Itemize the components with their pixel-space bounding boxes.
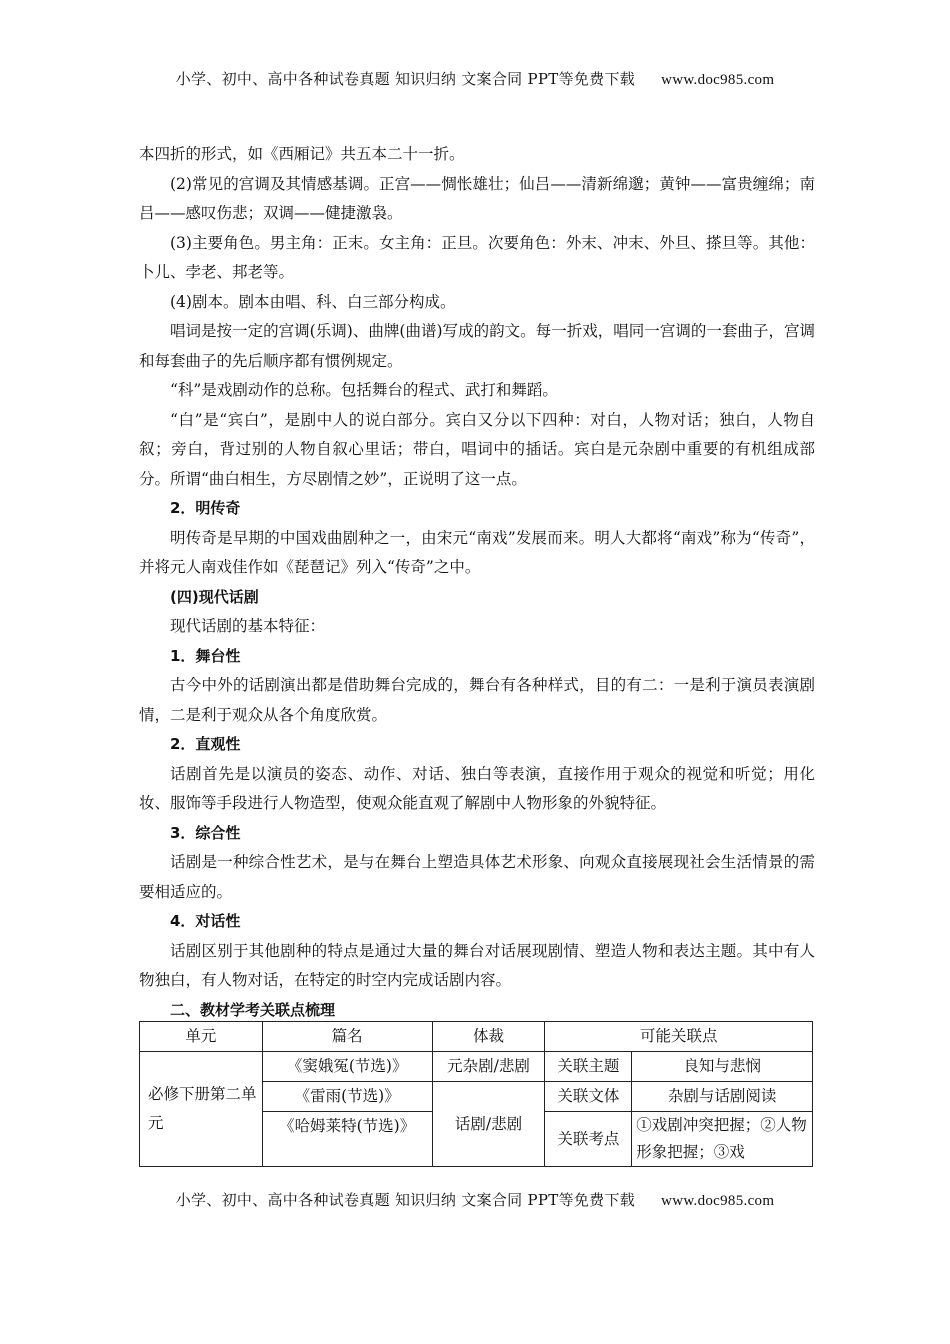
footer-text: 小学、初中、高中各种试卷真题 知识归纳 文案合同 PPT等免费下载 — [175, 1191, 636, 1209]
paragraph: 话剧是一种综合性艺术，是与在舞台上塑造具体艺术形象、向观众直接展现社会生活情景的需要相适应的。 — [139, 853, 815, 901]
table-header-cell: 可能关联点 — [545, 1022, 813, 1052]
textbook-relation-table — [139, 1021, 813, 1167]
section-heading: 二、教材学考关联点梳理 — [170, 1000, 336, 1019]
table-row — [140, 1052, 813, 1082]
section-heading: 1．舞台性 — [170, 646, 241, 665]
paragraph: 明传奇是早期的中国戏曲剧种之一，由宋元“南戏”发展而来。明人大都将“南戏”称为“传奇”，并将元人南戏佳作如《琵琶记》列入“传奇”之中。 — [139, 528, 815, 576]
header-site-link[interactable]: www.doc985.com — [661, 72, 775, 88]
paragraph: 唱词是按一定的宫调(乐调)、曲牌(曲谱)写成的韵文。每一折戏，唱同一宫调的一套曲子，宫调和每套曲子的先后顺序都有惯例规定。 — [139, 322, 815, 370]
paragraph: 话剧区别于其他剧种的特点是通过大量的舞台对话展现剧情、塑造人物和表达主题。其中有人物独白，有人物对话，在特定的时空内完成话剧内容。 — [139, 941, 815, 989]
relation-value-cell: 良知与悲悯 — [632, 1052, 813, 1082]
relation-value-cell: ①戏剧冲突把握；②人物形象把握；③戏 — [632, 1112, 813, 1167]
unit-cell: 必修下册第二单元 — [140, 1052, 263, 1167]
footer-site-link[interactable]: www.doc985.com — [661, 1193, 775, 1209]
title-cell: 《窦娥冤(节选)》 — [262, 1052, 432, 1082]
page-footer — [0, 1189, 950, 1210]
document-body — [139, 140, 815, 1025]
table-header-cell: 体裁 — [432, 1022, 545, 1052]
title-cell: 《哈姆莱特(节选)》 — [262, 1112, 432, 1167]
page-header — [0, 68, 950, 89]
paragraph: 本四折的形式，如《西厢记》共五本二十一折。 — [139, 145, 465, 163]
section-heading: 2．明传奇 — [170, 499, 241, 517]
paragraph: 古今中外的话剧演出都是借助舞台完成的，舞台有各种样式，目的有二：一是利于演员表演剧情，二是利于观众从各个角度欣赏。 — [139, 676, 815, 724]
genre-cell: 话剧/悲剧 — [432, 1082, 545, 1167]
table-header-cell: 单元 — [140, 1022, 263, 1052]
relation-label-cell: 关联考点 — [545, 1112, 632, 1167]
section-heading: 4．对话性 — [170, 912, 241, 930]
title-cell: 《雷雨(节选)》 — [262, 1082, 432, 1112]
table-header-cell: 篇名 — [262, 1022, 432, 1052]
paragraph: “白”是“宾白”，是剧中人的说白部分。宾白又分以下四种：对白，人物对话；独白，人物自叙；旁白，背过别的人物自叙心里话；带白，唱词中的插话。宾白是元杂剧中重要的有机组成部分。所谓“曲白相生，方尽剧情之妙”，正说明了这一点。 — [139, 410, 815, 488]
relation-label-cell: 关联文体 — [545, 1082, 632, 1112]
section-heading: 2．直观性 — [170, 735, 241, 753]
genre-cell: 元杂剧/悲剧 — [432, 1052, 545, 1082]
section-heading: 3．综合性 — [170, 823, 241, 842]
paragraph: (4)剧本。剧本由唱、科、白三部分构成。 — [170, 292, 456, 311]
paragraph: 现代话剧的基本特征： — [170, 617, 326, 635]
section-heading: (四)现代话剧 — [170, 587, 259, 606]
header-text: 小学、初中、高中各种试卷真题 知识归纳 文案合同 PPT等免费下载 — [175, 70, 636, 88]
paragraph: (3)主要角色。男主角：正末。女主角：正旦。次要角色：外末、冲末、外旦、搽旦等。其他：卜儿、孛老、邦老等。 — [139, 233, 815, 281]
relation-value-cell: 杂剧与话剧阅读 — [632, 1082, 813, 1112]
paragraph: (2)常见的宫调及其情感基调。正宫——惆怅雄壮；仙吕——清新绵邈；黄钟——富贵缠绵；南吕——感叹伤悲；双调——健捷激袅。 — [139, 174, 815, 222]
relation-label-cell: 关联主题 — [545, 1052, 632, 1082]
table-header-row — [140, 1022, 813, 1052]
paragraph: “科”是戏剧动作的总称。包括舞台的程式、武打和舞蹈。 — [170, 381, 558, 399]
paragraph: 话剧首先是以演员的姿态、动作、对话、独白等表演，直接作用于观众的视觉和听觉；用化妆、服饰等手段进行人物造型，使观众能直观了解剧中人物形象的外貌特征。 — [139, 764, 815, 812]
